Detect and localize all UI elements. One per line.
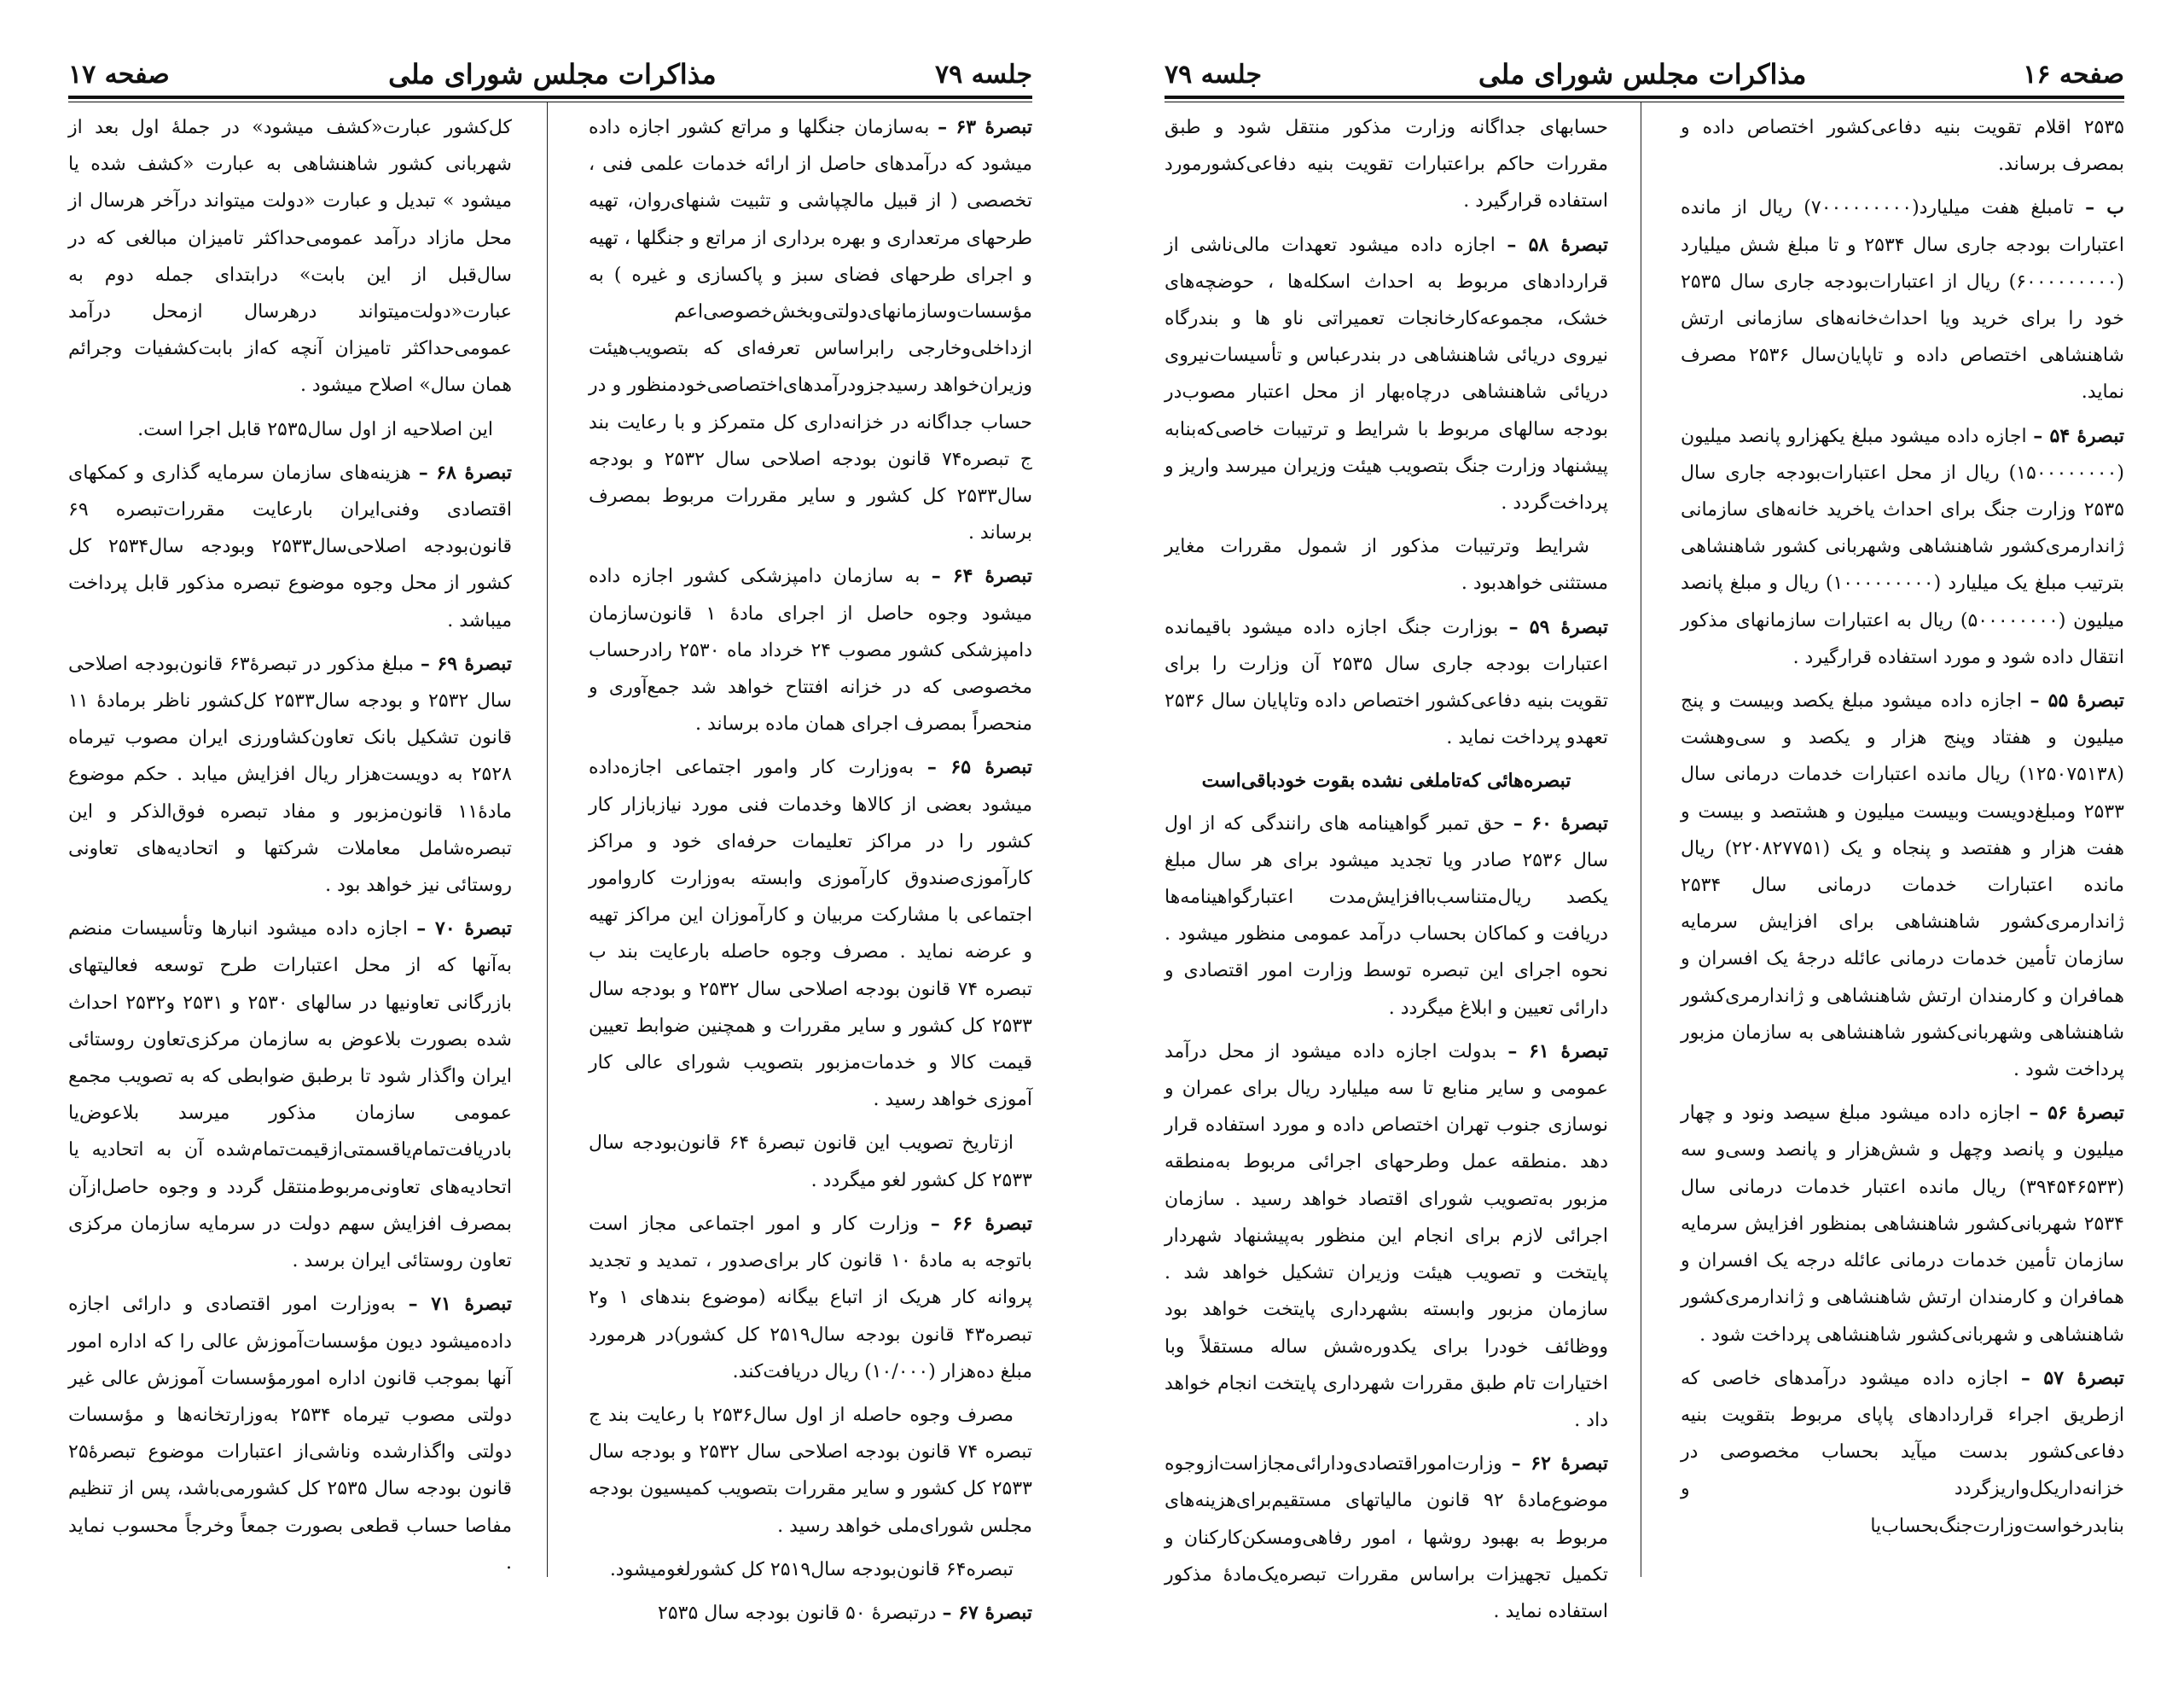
paragraph bbox=[1165, 1446, 1608, 1630]
clause-number: تبصرهٔ ۶۴ – bbox=[931, 565, 1032, 588]
paragraph-text: اجازه داده میشود مبلغ یکهزارو پانصد میلیون (۱۵۰۰۰۰۰۰۰۰) ریال از محل اعتبارات‌بودجه جاری سال ۲۵۳۵ وزارت جنگ برای احداث یاخرید خانه‌های سازمانی ژاندارمری‌کشور شاهنشاهی وشهربانی کشور شاهنشاهی بترتیب مبلغ یک میلیارد (۱۰۰۰۰۰۰۰۰۰) ریال و مبلغ پانصد میلیون (۵۰۰۰۰۰۰۰۰) ریال به اعتبارات سازمانهای مذکور انتقال داده شود و مورد استفاده قرارگیرد . bbox=[1681, 425, 2124, 668]
text-column-left bbox=[1165, 109, 1608, 1622]
clause-number: تبصرهٔ ۷۱ – bbox=[408, 1293, 512, 1316]
paragraph bbox=[589, 1397, 1032, 1545]
paragraph bbox=[1681, 683, 2124, 1088]
page-number: صفحه ۱۷ bbox=[68, 59, 170, 90]
paragraph bbox=[1681, 1095, 2124, 1353]
clause-number: تبصرهٔ ۶۶ – bbox=[930, 1212, 1032, 1235]
paragraph bbox=[589, 1125, 1032, 1198]
page-number: صفحه ۱۶ bbox=[2023, 59, 2124, 90]
clause-number: تبصرهٔ ۵۸ – bbox=[1507, 233, 1608, 256]
clause-number: ب – bbox=[2085, 196, 2124, 219]
paragraph-text: این اصلاحیه از اول سال۲۵۳۵ قابل اجرا است. bbox=[137, 418, 493, 440]
right-page bbox=[1165, 0, 2124, 1705]
paragraph bbox=[68, 911, 512, 1279]
paragraph-text: به سازمان دامپزشکی کشور اجازه داده میشود وجوه حاصل از اجرای مادهٔ ۱ قانون‌سازمان دامپزشکی کشور مصوب ۲۴ خرداد ماه ۲۵۳۰ رادرحساب مخصوصی که در خزانه افتتاح خواهد شد جمع‌آوری و منحصراً بمصرف اجرای همان ماده برساند . bbox=[589, 566, 1033, 736]
paragraph bbox=[68, 109, 512, 404]
paragraph-text: اجازه داده میشود مبلغ سیصد ونود و چهار میلیون و پانصد وچهل و شش‌هزار و پانصد وسی‌و سه (۳۹۴۵۴۶۵۳۳) ریال مانده اعتبار خدمات درمانی سال ۲۵۳۴ شهربانی‌کشور شاهنشاهی بمنظور افزایش سرمایه سازمان تأمین خدمات درمانی عائله درجه یک افسران و همافران و کارمندان ارتش شاهنشاهی و ژاندارمری‌کشور شاهنشاهی و شهربانی‌کشور شاهنشاهی پرداخت شود . bbox=[1681, 1103, 2124, 1346]
page-title: مذاکرات مجلس شورای ملی bbox=[1478, 58, 1807, 90]
text-column-left bbox=[68, 109, 512, 1586]
paragraph-text: شرایط وترتیبات مذکور از شمول مقررات مغایر مستثنی خواهدبود . bbox=[1165, 536, 1608, 595]
paragraph-text: اجازه داده میشود درآمدهای خاصی که ازطریق اجراء قراردادهای پاپای مربوط بتقویت بنیه دفاعی‌کشور بدست میآید بحساب مخصوصی در خزانه‌داریکل‌واریزگردد و بنابدرخواست‌وزارت‌جنگ‌بحساب‌یا bbox=[1681, 1367, 2124, 1537]
paragraph-text: وزارت کار و امور اجتماعی مجاز است باتوجه به مادهٔ ۱۰ قانون کار برای‌صدور ، تمدید و تجدید پروانه کار هریک از اتباع بیگانه (موضوع بندهای ۱ و۲ تبصره۴۳ قانون بودجه سال۲۵۱۹ کل کشور)در هرمورد مبلغ ده‌هزار (۱۰/۰۰۰) ریال دریافت‌کند. bbox=[589, 1213, 1033, 1382]
paragraph bbox=[1681, 189, 2124, 410]
clause-number: تبصرهٔ ۵۶ – bbox=[2029, 1102, 2124, 1125]
paragraph bbox=[1165, 609, 1608, 757]
paragraph-text: اجازه داده میشود مبلغ یکصد وبیست و پنج میلیون و هفتاد وپنج هزار و یکصد و سی‌وهشت (۱۲۵۰۷۵۱۳۸) ریال مانده اعتبارات خدمات درمانی سال ۲۵۳۳ ومبلغ‌دویست وبیست میلیون و هشتصد و بیست و هفت هزار و هفتصد و پنجاه و یک (۲۲۰۸۲۷۷۵۱) ریال مانده اعتبارات خدمات درمانی سال ۲۵۳۴ ژاندارمری‌کشور شاهنشاهی برای افزایش سرمایه سازمان تأمین خدمات درمانی عائله درجهٔ یک افسران و همافران و کارمندان ارتش شاهنشاهی و ژاندارمری‌کشور شاهنشاهی وشهربانی‌کشور شاهنشاهی به سازمان مزبور پرداخت شود . bbox=[1681, 690, 2124, 1081]
paragraph-text: به‌وزارت کار وامور اجتماعی اجازه‌داده میشود بعضی از کالاها وخدمات فنی مورد نیازبازار کار کشور را در مراکز تعلیمات حرفه‌ای خود و مراکز کارآموزی‌صندوق کارآموزی وابسته به‌وزارت کاروامور اجتماعی با مشارکت مربیان و کارآموزان این مراکز تهیه و عرضه نماید . مصرف وجوه حاصله بارعایت بند ب تبصره ۷۴ قانون بودجه اصلاحی سال ۲۵۳۲ و بودجه سال ۲۵۳۳ کل کشور و سایر مقررات و همچنین ضوابط تعیین قیمت کالا و خدمات‌مزبور بتصویب شورای عالی کار آموزی خواهد رسید . bbox=[589, 757, 1032, 1111]
page-title: مذاکرات مجلس شورای ملی bbox=[388, 58, 717, 90]
paragraph-text: به‌وزارت امور اقتصادی و دارائی اجازه داده‌میشود دیون مؤسسات‌آموزش عالی را که اداره امور آنها بموجب قانون اداره امورمؤسسات آموزش عالی غیر دولتی مصوب تیرماه ۲۵۳۴ به‌وزارتخانه‌ها و مؤسسات دولتی واگذارشده وناشی‌از اعتبارات موضوع تبصرهٔ۲۵ قانون بودجه سال ۲۵۳۵ کل کشورمی‌باشد، پس از تنظیم مفاصا حساب قطعی بصورت جمعاً وخرجاً محسوب نماید . bbox=[68, 1294, 512, 1574]
paragraph bbox=[1681, 418, 2124, 676]
paragraph bbox=[1165, 806, 1608, 1027]
paragraph bbox=[68, 646, 512, 904]
clause-number: تبصرهٔ ۵۵ – bbox=[2030, 690, 2124, 713]
paragraph-text: بوزارت جنگ اجازه داده میشود باقیمانده اعتبارات بودجه جاری سال ۲۵۳۵ آن وزارت را برای تقویت بنیه دفاعی‌کشور اختصاص داده وتاپایان سال ۲۵۳۶ تعهدو پرداخت نماید . bbox=[1165, 616, 1608, 749]
clause-number: تبصرهٔ ۶۷ – bbox=[942, 1601, 1032, 1624]
paragraph bbox=[68, 455, 512, 639]
paragraph bbox=[589, 1595, 1032, 1632]
clause-number: تبصرهٔ ۷۰ – bbox=[416, 917, 512, 940]
paragraph-text: تامبلغ هفت میلیارد(۷۰۰۰۰۰۰۰۰۰) ریال از مانده اعتبارات بودجه جاری سال ۲۵۳۴ و تا مبلغ شش میلیارد (۶۰۰۰۰۰۰۰۰۰) ریال از اعتبارات‌بودجه جاری سال ۲۵۳۵ خود را برای خرید ویا احداث‌خانه‌های سازمانی ارتش شاهنشاهی اختصاص داده و تاپایان‌سال ۲۵۳۶ مصرف نماید. bbox=[1681, 197, 2125, 404]
paragraph bbox=[1165, 528, 1608, 602]
paragraph bbox=[1165, 227, 1608, 522]
header-rule bbox=[68, 96, 1032, 99]
column-divider bbox=[547, 102, 548, 1577]
session-label: جلسه ۷۹ bbox=[934, 59, 1032, 90]
paragraph bbox=[1165, 109, 1608, 220]
text-column-right bbox=[589, 109, 1033, 1624]
paragraph-text: حق تمبر گواهینامه های رانندگی که از اول سال ۲۵۳۶ صادر ویا تجدید میشود برای هر سال مبلغ یکصد ریال‌متناسب‌باافزایش‌مدت اعتبارگواهینامه‌ها دریافت و کماکان بحساب درآمد عمومی منظور میشود . نحوه اجرای این تبصره توسط وزارت امور اقتصادی و دارائی تعیین و ابلاغ میگردد . bbox=[1165, 812, 1608, 1019]
paragraph bbox=[589, 558, 1032, 742]
paragraph bbox=[589, 749, 1032, 1118]
paragraph bbox=[589, 1551, 1032, 1588]
paragraph bbox=[68, 411, 512, 448]
header-rule bbox=[1165, 96, 2124, 99]
clause-number: تبصرهٔ ۶۰ – bbox=[1513, 812, 1608, 835]
paragraph-text: حسابهای جداگانه وزارت مذکور منتقل شود و طبق مقررات حاکم براعتبارات تقویت بنیه دفاعی‌کشورمورد استفاده قرارگیرد . bbox=[1165, 117, 1608, 212]
clause-number: تبصرهٔ ۵۷ – bbox=[2020, 1366, 2124, 1389]
text-column-right bbox=[1681, 109, 2124, 1586]
clause-number: تبصرهٔ ۶۳ – bbox=[938, 116, 1032, 138]
clause-number: تبصرهٔ ۵۴ – bbox=[2033, 424, 2124, 447]
paragraph-text: تبصره۶۴ قانون‌بودجه سال۲۵۱۹ کل کشورلغومیشود. bbox=[609, 1558, 1014, 1580]
paragraph bbox=[1165, 1033, 1608, 1439]
paragraph-text: به‌سازمان جنگلها و مراتع کشور اجازه داده میشود که درآمدهای حاصل از ارائه خدمات علمی فنی ، تخصصی ( از قبیل مالچپاشی و تثبیت شنهای‌روان، تهیه طرحهای مرتعداری و بهره برداری از مراتع و جنگلها ، تهیه و اجرای طرحهای فضای سبز و پاکسازی و غیره ) به مؤسسات‌وسازمانهای‌دولتی‌وبخش‌خصوصی‌اعم ازداخلی‌وخارجی رابراساس تعرفه‌ای که بتصویب‌هیئت وزیران‌خواهد رسیدجزودرآمدهای‌اختصاصی‌خودمنظور و در حساب جداگانه در خزانه‌داری کل متمرکز و با رعایت بند ج تبصره۷۴ قانون بودجه اصلاحی سال ۲۵۳۲ و بودجه سال۲۵۳۳ کل کشور و سایر مقررات مربوط بمصرف برساند . bbox=[589, 117, 1032, 544]
clause-number: تبصرهٔ ۶۵ – bbox=[926, 756, 1032, 779]
clause-number: تبصرهٔ ۶۸ – bbox=[418, 461, 512, 484]
paragraph-text: ۲۵۳۵ اقلام تقویت بنیه دفاعی‌کشور اختصاص داده و بمصرف برساند. bbox=[1681, 117, 2124, 176]
paragraph-text: بدولت اجازه داده میشود از محل درآمد عمومی و سایر منابع تا سه میلیارد ریال برای عمران و نوسازی جنوب تهران اختصاص داده و مورد استفاده قرار دهد .منطقه عمل وطرحهای اجرائی مربوط به‌منطقه مزبور به‌تصویب شورای اقتصاد خواهد رسید . سازمان اجرائی لازم برای انجام این منظور به‌پیشنهاد شهردار پایتخت و تصویب هیئت وزیران تشکیل خواهد شد . سازمان مزبور وابسته بشهرداری پایتخت خواهد بود ووظائف خودرا برای یکدوره‌شش ساله مستقلاً وبا اختیارات تام طبق مقررات شهرداری پایتخت انجام خواهد داد . bbox=[1165, 1040, 1608, 1431]
paragraph bbox=[1681, 1360, 2124, 1545]
paragraph-text: اجازه داده میشود انبارها وتأسیسات منضم به‌آنها که از محل اعتبارات طرح توسعه فعالیتهای بازرگانی تعاونیها در سالهای ۲۵۳۰ و ۲۵۳۱ و۲۵۳۲ احداث شده بصورت بلاعوض به سازمان مرکزی‌تعاون روستائی ایران واگذار شود تا برطبق ضوابطی که به تصویب مجمع عمومی سازمان مذکور میرسد بلاعوض‌یا بادریافت‌تمام‌یاقسمتی‌ازقیمت‌تمام‌شده آن به اتحادیه یا اتحادیه‌های تعاونی‌مربوط‌منتقل گردد و وجوه حاصل‌ازآن بمصرف افزایش سهم دولت در سرمایه سازمان مرکزی تعاون روستائی ایران برسد . bbox=[68, 918, 512, 1272]
paragraph bbox=[589, 1206, 1032, 1390]
paragraph-text: اجازه داده میشود تعهدات مالی‌ناشی از قراردادهای مربوط به احداث اسکله‌ها ، حوضچه‌های خشک، مجموعه‌کارخانجات تعمیراتی ناو ها و بندرگاه نیروی دریائی شاهنشاهی در بندرعباس و تأسیسات‌نیروی دریائی شاهنشاهی درچاه‌بهار از محل اعتبار مصوب‌در بودجه سالهای مربوط با شرایط و ترتیبات خاصی‌که‌بنابه پیشنهاد وزارت جنگ بتصویب هیئت وزیران میرسد واریز و پرداخت‌گردد . bbox=[1165, 234, 1608, 515]
clause-number: تبصرهٔ ۶۹ – bbox=[420, 652, 512, 675]
paragraph-text: هزینه‌های سازمان سرمایه گذاری و کمکهای اقتصادی وفنی‌ایران بارعایت مقررات‌تبصره ۶۹ قانون‌بودجه اصلاحی‌سال۲۵۳۳ وبودجه سال۲۵۳۴ کل کشور از محل وجوه موضوع تبصره مذکور قابل پرداخت میباشد . bbox=[68, 462, 512, 631]
left-page bbox=[68, 0, 1032, 1705]
paragraph bbox=[68, 1286, 512, 1581]
paragraph-text: وزارت‌اموراقتصادی‌ودارائی‌مجازاست‌ازوجوه موضوع‌مادهٔ ۹۲ قانون مالیاتهای مستقیم‌برای‌هزینه‌های مربوط به بهبود روشها ، امور رفاهی‌ومسکن‌کارکنان و تکمیل تجهیزات براساس مقررات تبصره‌یک‌مادهٔ مذکور استفاده نماید . bbox=[1165, 1453, 1608, 1622]
page-header bbox=[68, 53, 1032, 96]
section-heading: تبصره‌هائی که‌تاملغی نشده بقوت خودباقی‌است bbox=[1201, 770, 1571, 793]
paragraph bbox=[1681, 109, 2124, 183]
clause-number: تبصرهٔ ۶۱ – bbox=[1507, 1039, 1608, 1062]
paragraph-text: ازتاریخ تصویب این قانون تبصرهٔ ۶۴ قانون‌بودجه سال ۲۵۳۳ کل کشور لغو میگردد . bbox=[589, 1132, 1032, 1191]
paragraph bbox=[589, 109, 1032, 551]
paragraph-text: کل‌کشور عبارت«کشف میشود» در جملهٔ اول بعد از شهربانی کشور شاهنشاهی به عبارت «کشف شده یا میشود » تبدیل و عبارت «دولت میتواند درآخر هرسال از محل مازاد درآمد عمومی‌حداکثر تامیزان مبالغی که در سال‌قبل از این بابت» درابتدای جمله دوم به عبارت«دولت‌میتواند درهرسال ازمحل درآمد عمومی‌حداکثر تامیزان آنچه که‌از بابت‌کشفیات وجرائم همان سال» اصلاح میشود . bbox=[68, 117, 512, 397]
page-header bbox=[1165, 53, 2124, 96]
paragraph-text: درتبصرهٔ ۵۰ قانون بودجه سال ۲۵۳۵ bbox=[658, 1602, 937, 1624]
paragraph-text: مصرف وجوه حاصله از اول سال۲۵۳۶ با رعایت بند ج تبصره ۷۴ قانون بودجه اصلاحی سال ۲۵۳۲ و بودجه سال ۲۵۳۳ کل کشور و سایر مقررات بتصویب کمیسیون بودجه مجلس شورای‌ملی خواهد رسید . bbox=[589, 1404, 1032, 1537]
clause-number: تبصرهٔ ۵۹ – bbox=[1508, 615, 1608, 638]
session-label: جلسه ۷۹ bbox=[1165, 59, 1263, 90]
clause-number: تبصرهٔ ۶۲ – bbox=[1511, 1452, 1608, 1475]
paragraph-text: مبلغ مذکور در تبصرهٔ۶۳ قانون‌بودجه اصلاحی سال ۲۵۳۲ و بودجه سال۲۵۳۳ کل‌کشور ناظر برمادهٔ ۱۱ قانون تشکیل بانک تعاون‌کشاورزی ایران مصوب تیرماه ۲۵۲۸ به دویست‌هزار ریال افزایش میابد . حکم موضوع مادهٔ۱۱ قانون‌مزبور و مفاد تبصره فوق‌الذکر و این تبصره‌شامل معاملات شرکتها و اتحادیه‌های تعاونی روستائی نیز خواهد بود . bbox=[68, 653, 512, 897]
